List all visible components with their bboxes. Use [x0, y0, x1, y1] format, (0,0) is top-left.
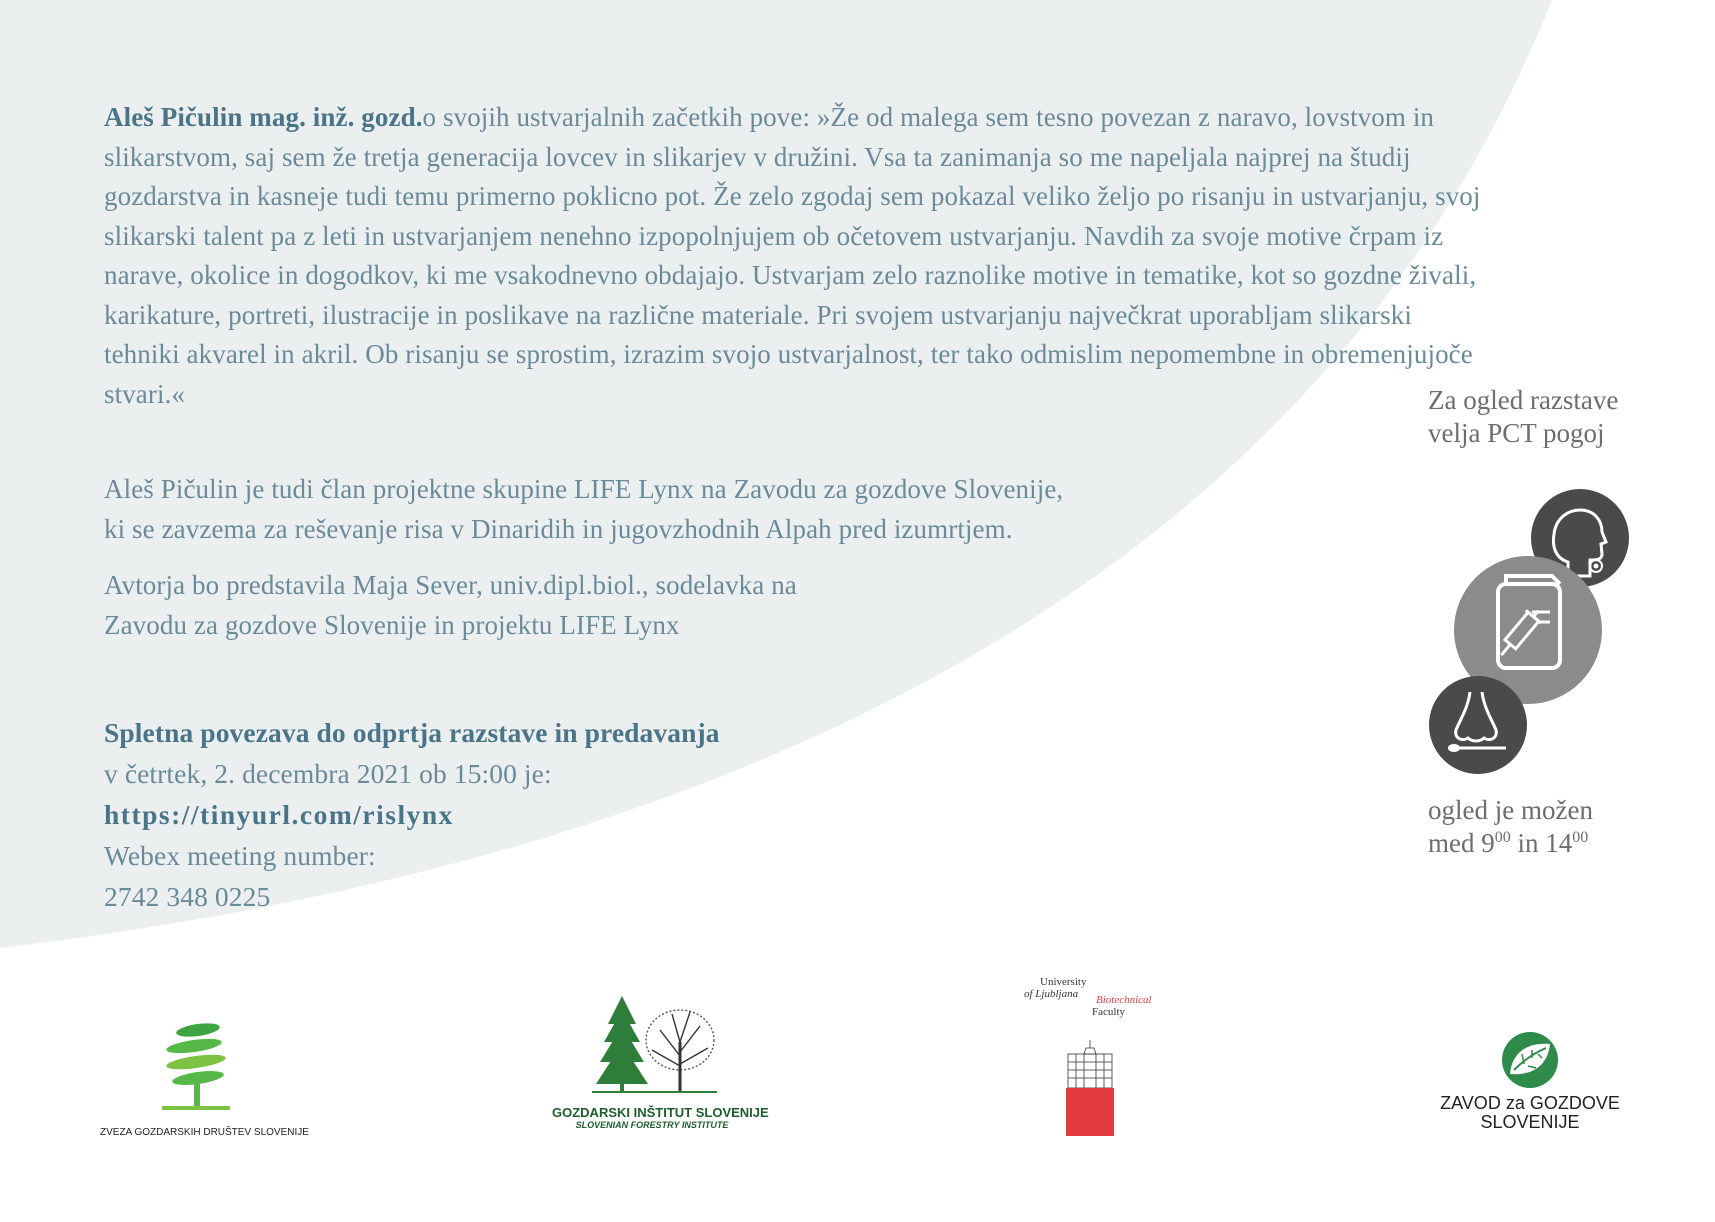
ul-name [1024, 976, 1087, 1000]
zgds-logo [100, 1020, 309, 1140]
zgs-caption-2: SLOVENIJE [1480, 1112, 1580, 1132]
opening-hours [1428, 794, 1593, 860]
ul-university: University [1040, 976, 1087, 988]
ul-building-icon [1066, 1040, 1114, 1136]
hours-line-1: ogled je možen [1428, 795, 1593, 825]
presenter-line-1: Avtorja bo predstavila Maja Sever, univ.dipl.biol., sodelavka na [104, 570, 797, 600]
meeting-number: 2742 348 0225 [104, 881, 271, 912]
presenter-paragraph [104, 566, 1104, 645]
hours-end: in 14 [1510, 828, 1573, 858]
hours-line-2 [1428, 827, 1593, 860]
member-line-2: ki se zavzema za reševanje risa v Dinaridih in jugovzhodnih Alpah pred izumrtjem. [104, 513, 1013, 544]
ul-faculty-1: Biotechnical [1096, 994, 1152, 1006]
ul-of-ljubljana: of Ljubljana [1024, 988, 1079, 1000]
author-name: Aleš Pičulin mag. inž. gozd. [104, 102, 423, 132]
tested-nose-swab-icon [1429, 676, 1527, 774]
webinar-info [104, 712, 1004, 917]
meeting-label: Webex meeting number: [104, 840, 376, 871]
zgs-logo [1430, 1030, 1630, 1140]
author-quote: o svojih ustvarjalnih začetkih pove: »Že od malega sem tesno povezan z naravo, lovstvom in slikarstvom, saj sem že tretja generacija lovcev in slikarjev v družini. Vsa ta zanimanja so me napeljala najprej na študij gozdarstva in kasneje tudi temu primerno poklicno pot. Že zelo zgodaj sem pokazal veliko željo po risanju in ustvarjanju, svoj slikarski talent pa z leti in ustvarjanjem nenehno izpopolnjujem ob očetovem ustvarjanju. Navdih za svoje motive črpam iz narave, okolice in dogodkov, ki me vsakodnevno obdajajo. Ustvarjam zelo raznolike motive in tematike, kot so gozdne živali, karikature, portreti, ilustracije in poslikave na različne materiale. Pri svojem ustvarjanju največkrat uporabljam slikarski tehniki akvarel in akril. Ob risanju se sprostim, izrazim svojo ustvarjalnost, ter tako odmislim nepomembne in obremenjujoče stvari.« [104, 102, 1481, 409]
member-line-1: Aleš Pičulin je tudi član projektne skupine LIFE Lynx na Zavodu za gozdove Slovenije, [104, 474, 1064, 504]
zgds-tree-icon [100, 1020, 300, 1120]
webinar-date: v četrtek, 2. decembra 2021 ob 15:00 je: [104, 758, 552, 789]
pct-icons [1420, 480, 1640, 780]
hours-end-minutes: 00 [1572, 829, 1589, 846]
zgs-leaf-icon [1498, 1030, 1562, 1090]
ul-faculty [1092, 994, 1152, 1018]
webinar-link[interactable]: https://tinyurl.com/rislynx [104, 799, 454, 830]
presenter-line-2: Zavodu za gozdove Slovenije in projektu LIFE Lynx [104, 609, 680, 640]
pct-notice [1428, 384, 1618, 450]
gozdis-logo [552, 996, 769, 1136]
author-quote-paragraph [104, 98, 1484, 414]
ul-faculty-2: Faculty [1092, 1006, 1125, 1018]
zgs-caption-1: ZAVOD za GOZDOVE [1440, 1093, 1620, 1113]
member-paragraph [104, 470, 1204, 549]
webinar-heading: Spletna povezava do odprtja razstave in predavanja [104, 717, 720, 748]
gozdis-caption-2: SLOVENIAN FORESTRY INSTITUTE [575, 1120, 729, 1130]
pct-line-1: Za ogled razstave [1428, 385, 1619, 415]
hours-start-minutes: 00 [1494, 829, 1511, 846]
hours-start: med 9 [1428, 828, 1495, 858]
gozdis-trees-icon [552, 996, 752, 1094]
gozdis-caption-1: GOZDARSKI INŠTITUT SLOVENIJE [552, 1105, 769, 1120]
zgds-caption: ZVEZA GOZDARSKIH DRUŠTEV SLOVENIJE [100, 1127, 309, 1138]
ul-bf-logo [1020, 976, 1170, 1138]
pct-line-2: velja PCT pogoj [1428, 418, 1605, 448]
